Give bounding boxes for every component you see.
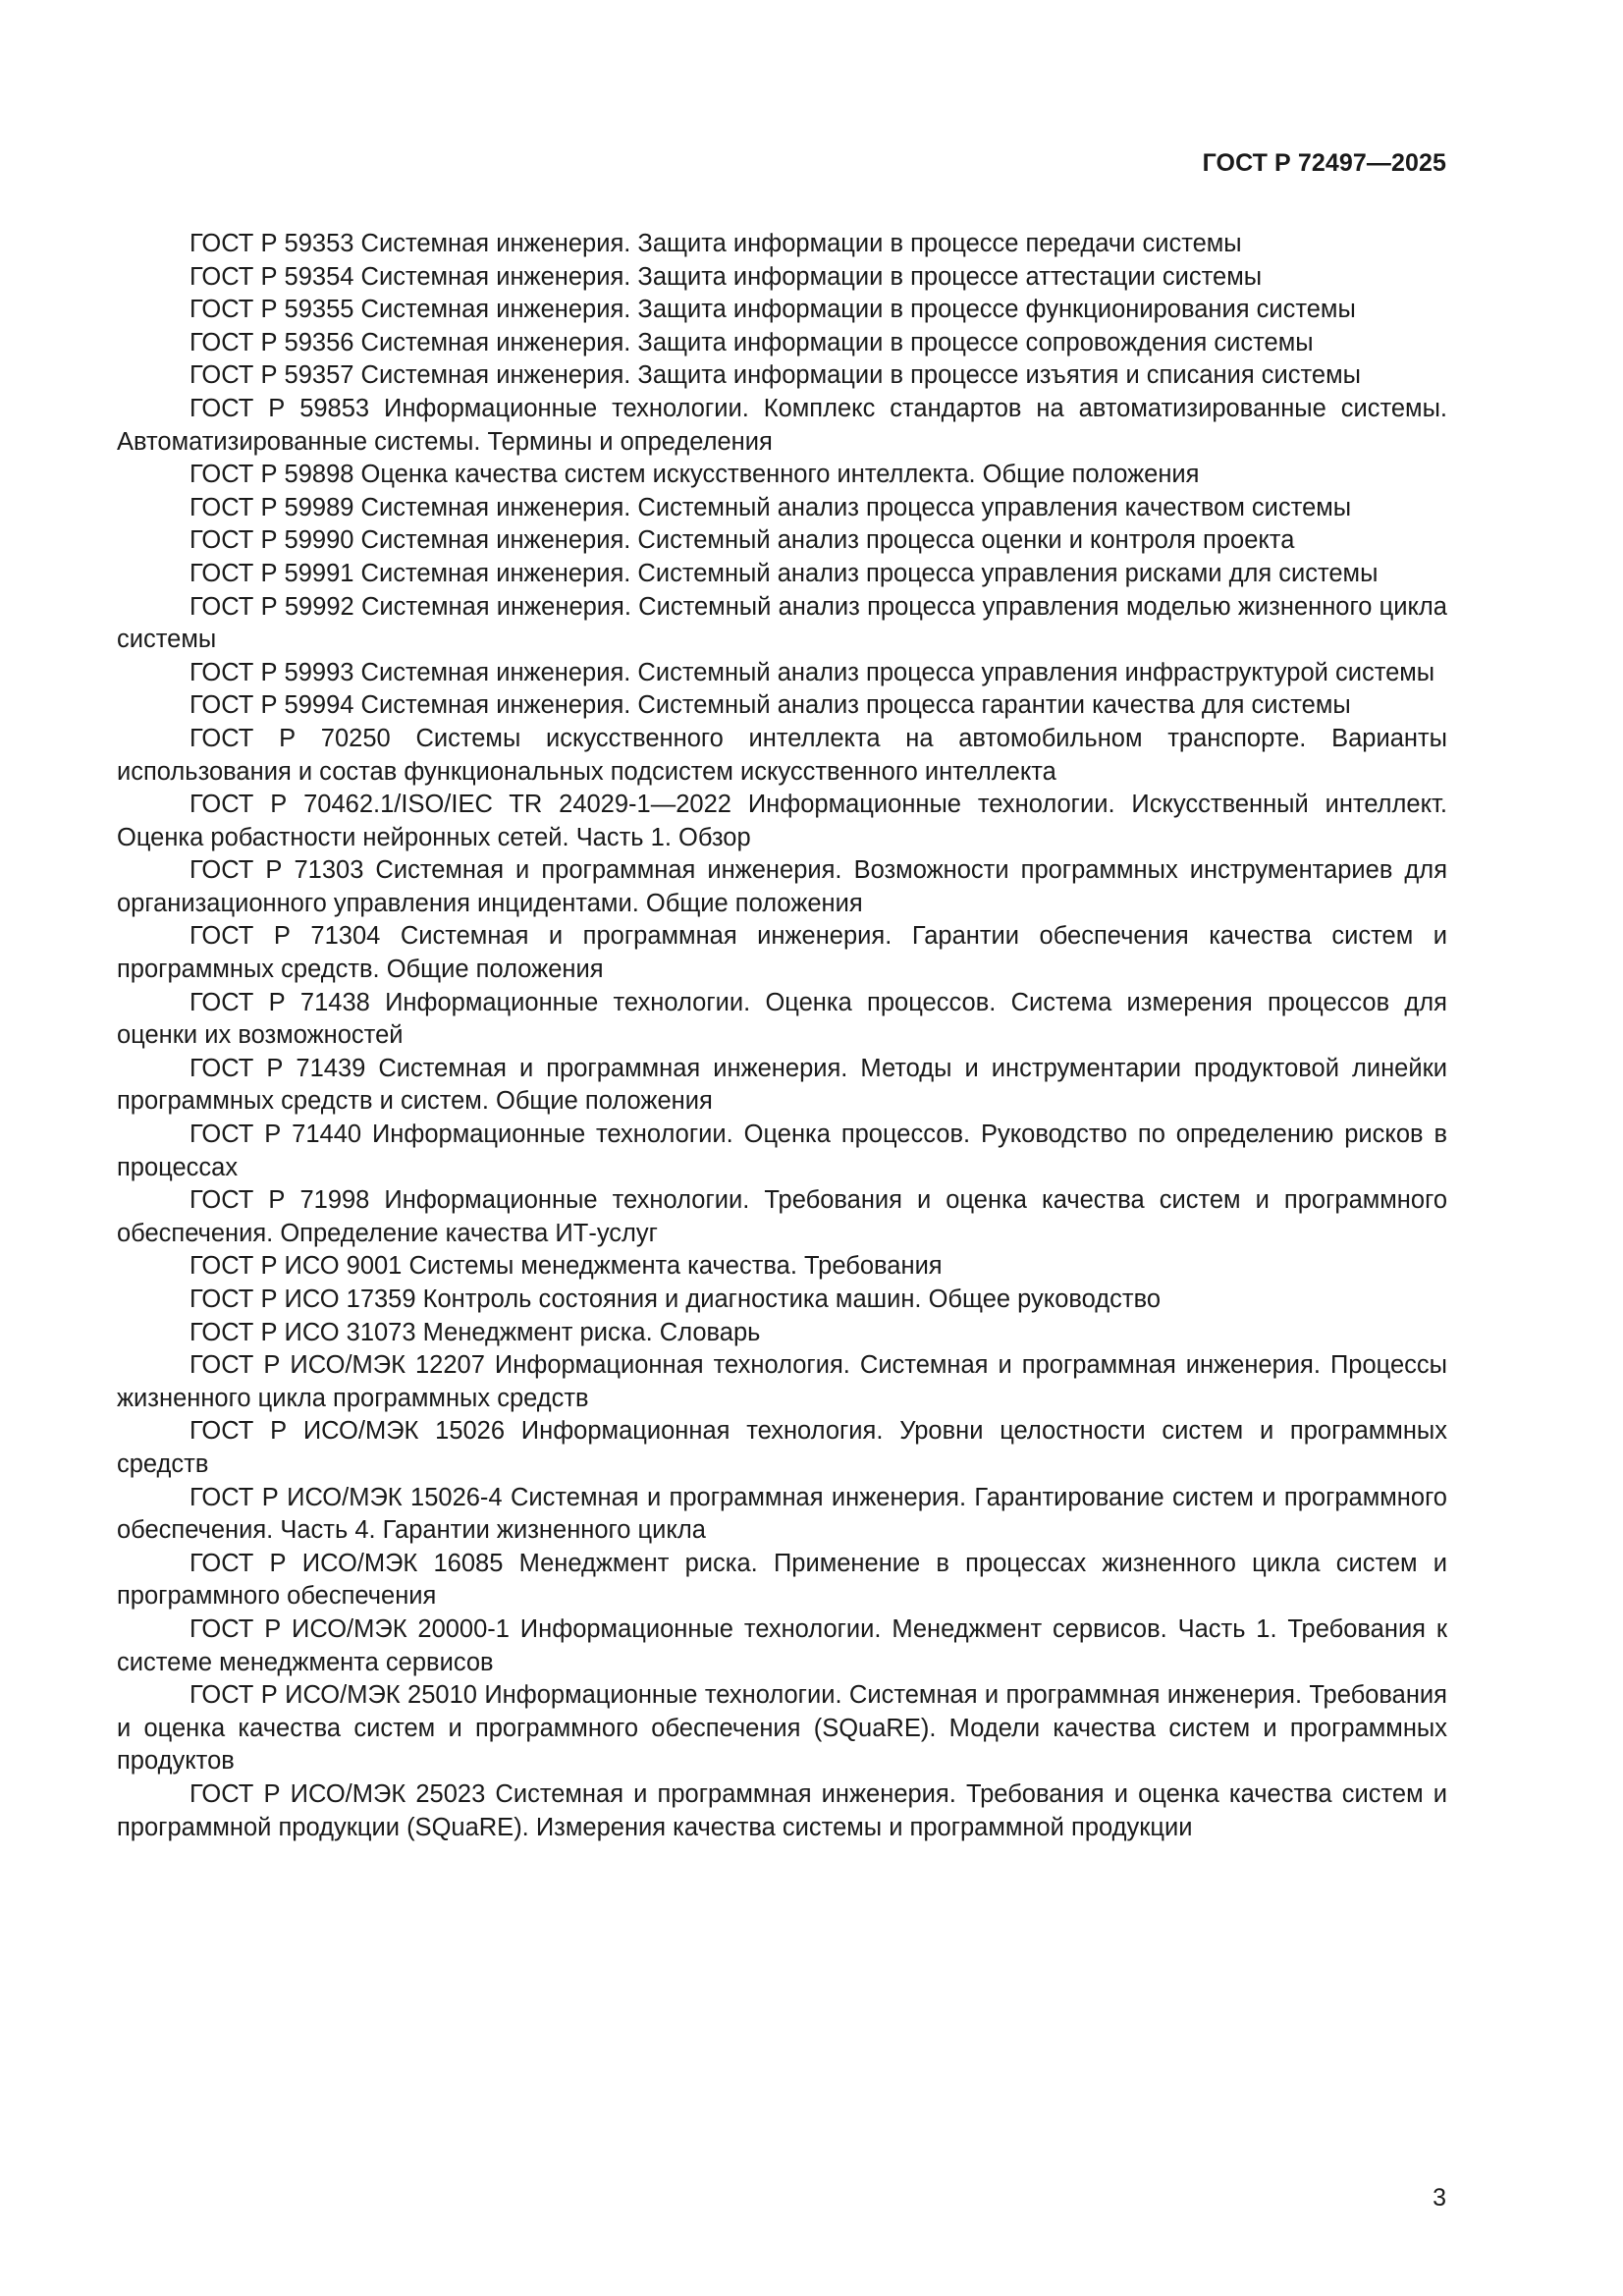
reference-entry: ГОСТ Р ИСО/МЭК 25010 Информационные технологии. Системная и программная инженерия. Требования и оценка качества систем и программного обеспечения (SQuaRE). Модели качества систем и программных продуктов (117, 1681, 1447, 1776)
reference-entry: ГОСТ Р 71303 Системная и программная инженерия. Возможности программных инструментариев для организационного управления инцидентами. Общие положения (117, 856, 1447, 917)
reference-entry: ГОСТ Р 71438 Информационные технологии. Оценка процессов. Система измерения процессов для оценки их возможностей (117, 988, 1447, 1050)
reference-entry: ГОСТ Р ИСО 31073 Менеджмент риска. Словарь (189, 1318, 761, 1346)
reference-entry: ГОСТ Р ИСО/МЭК 25023 Системная и программная инженерия. Требования и оценка качества систем и программной продукции (SQuaRE). Измерения качества системы и программной продукции (117, 1779, 1447, 1841)
reference-entry: ГОСТ Р 59898 Оценка качества систем искусственного интеллекта. Общие положения (189, 461, 1200, 489)
document-header: ГОСТ Р 72497—2025 (1202, 149, 1446, 177)
reference-entry: ГОСТ Р ИСО/МЭК 15026-4 Системная и программная инженерия. Гарантирование систем и программного обеспечения. Часть 4. Гарантии жизненного цикла (117, 1483, 1447, 1545)
reference-entry: ГОСТ Р 59357 Системная инженерия. Защита информации в процессе изъятия и списания системы (189, 361, 1361, 390)
page-number: 3 (1433, 2184, 1446, 2212)
reference-entry: ГОСТ Р 59992 Системная инженерия. Системный анализ процесса управления моделью жизненного цикла системы (117, 592, 1447, 654)
reference-entry: ГОСТ Р ИСО/МЭК 12207 Информационная технология. Системная и программная инженерия. Процессы жизненного цикла программных средств (117, 1351, 1447, 1412)
reference-entry: ГОСТ Р 59355 Системная инженерия. Защита информации в процессе функционирования системы (189, 296, 1356, 324)
reference-entry: ГОСТ Р 59853 Информационные технологии. Комплекс стандартов на автоматизированные системы. Автоматизированные системы. Термины и определения (117, 394, 1447, 456)
reference-entry: ГОСТ Р 59353 Системная инженерия. Защита информации в процессе передачи системы (189, 230, 1242, 257)
reference-entry: ГОСТ Р 59356 Системная инженерия. Защита информации в процессе сопровождения системы (189, 328, 1314, 356)
reference-entry: ГОСТ Р 59993 Системная инженерия. Системный анализ процесса управления инфраструктурой системы (189, 658, 1435, 686)
reference-entry: ГОСТ Р 70462.1/ISO/IEC TR 24029-1—2022 Информационные технологии. Искусственный интеллект. Оценка робастности нейронных сетей. Часть 1. Обзор (117, 791, 1447, 851)
references-list (117, 228, 1447, 1844)
reference-entry: ГОСТ Р 59994 Системная инженерия. Системный анализ процесса гарантии качества для системы (189, 691, 1351, 720)
reference-entry: ГОСТ Р 59354 Системная инженерия. Защита информации в процессе аттестации системы (189, 262, 1263, 291)
reference-entry: ГОСТ Р 59990 Системная инженерия. Системный анализ процесса оценки и контроля проекта (189, 526, 1295, 555)
reference-entry: ГОСТ Р 70250 Системы искусственного интеллекта на автомобильном транспорте. Варианты использования и состав функциональных подсистем искусственного интеллекта (117, 724, 1447, 786)
reference-entry: ГОСТ Р ИСО/МЭК 20000-1 Информационные технологии. Менеджмент сервисов. Часть 1. Требования к системе менеджмента сервисов (117, 1614, 1447, 1676)
reference-entry: ГОСТ Р 71439 Системная и программная инженерия. Методы и инструментарии продуктовой линейки программных средств и систем. Общие положения (117, 1054, 1447, 1116)
reference-entry: ГОСТ Р 71304 Системная и программная инженерия. Гарантии обеспечения качества систем и программных средств. Общие положения (117, 922, 1447, 984)
reference-entry: ГОСТ Р 71440 Информационные технологии. Оценка процессов. Руководство по определению рисков в процессах (117, 1121, 1447, 1181)
reference-entry: ГОСТ Р ИСО 17359 Контроль состояния и диагностика машин. Общее руководство (189, 1285, 1162, 1313)
reference-entry: ГОСТ Р ИСО 9001 Системы менеджмента качества. Требования (189, 1252, 943, 1281)
reference-entry: ГОСТ Р 59991 Системная инженерия. Системный анализ процесса управления рисками для системы (189, 559, 1379, 587)
reference-entry: ГОСТ Р ИСО/МЭК 16085 Менеджмент риска. Применение в процессах жизненного цикла систем и программного обеспечения (117, 1549, 1447, 1611)
reference-entry: ГОСТ Р 59989 Системная инженерия. Системный анализ процесса управления качеством системы (189, 493, 1352, 521)
reference-entry: ГОСТ Р ИСО/МЭК 15026 Информационная технология. Уровни целостности систем и программных средств (117, 1417, 1447, 1478)
reference-entry: ГОСТ Р 71998 Информационные технологии. Требования и оценка качества систем и программного обеспечения. Определение качества ИТ-услуг (117, 1186, 1447, 1247)
